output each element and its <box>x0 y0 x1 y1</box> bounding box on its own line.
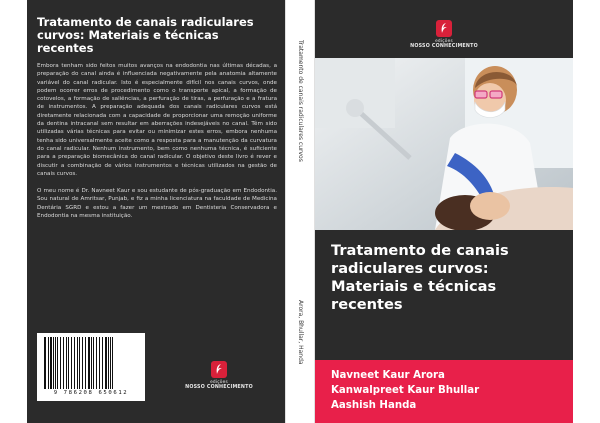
barcode-bar <box>50 337 52 389</box>
barcode-bar <box>44 337 46 389</box>
author-name: Kanwalpreet Kaur Bhullar <box>331 385 480 396</box>
barcode-bar <box>71 337 72 389</box>
barcode-bar <box>63 337 64 389</box>
back-cover-blurb <box>37 62 277 220</box>
barcode-bar <box>91 337 92 389</box>
back-cover <box>27 0 285 423</box>
cover-photo-dentist <box>315 58 573 230</box>
spine-authors: Arora, Bhullar, Handa <box>297 300 304 365</box>
authors-band <box>315 360 573 423</box>
barcode-bar <box>77 337 78 389</box>
author-bio-paragraph: O meu nome é Dr. Navneet Kaur e sou estudante de pós-graduação em Endodontia. Sou natural de Amritsar, Punjab, e fiz a minha licenciatura na faculdade de Medicina Dentária SGRD e estou a fazer um mestrado em Dentisteria Conservadora e Endodontia na mesma instituição. <box>37 188 277 220</box>
barcode-bar <box>110 337 111 389</box>
barcode-bar <box>60 337 61 389</box>
barcode-bar <box>102 337 103 389</box>
publisher-mark-icon <box>211 361 227 378</box>
publisher-line2: NOSSO CONHECIMENTO <box>185 385 253 390</box>
front-cover-title: Tratamento de canais radiculares curvos: Materiais e técnicas recentes <box>331 242 509 313</box>
front-cover <box>315 0 573 423</box>
barcode-bar <box>66 337 67 389</box>
barcode-bar <box>53 337 54 389</box>
publisher-mark-icon <box>436 20 452 37</box>
barcode-bars <box>42 337 140 389</box>
publisher-logo-front <box>409 20 479 49</box>
publisher-line1: edições <box>435 39 453 44</box>
barcode-bar <box>74 337 75 389</box>
publisher-line1: edições <box>210 380 228 385</box>
barcode-bar <box>105 337 107 389</box>
book-spine <box>285 0 315 423</box>
isbn-number: 9 786208 650612 <box>53 390 129 396</box>
barcode-bar <box>96 337 97 389</box>
barcode-bar <box>108 337 109 389</box>
blurb-paragraph: Embora tenham sido feitos muitos avanços na endodontia nas últimas décadas, a preparação do canal ainda é influenciada negativamente pela anatomia altamente variável do canal radicular. Isto é especialmente difícil nos canais curvos, onde podem ocorrer erros de procedimento como o transporte apical, a formação de cotovelos, a formação de saliências, a perfuração de tiras, a perfuração e a fratura de instrumentos. A preparação adequada dos canais radiculares curvos está diretamente relacionada com a capacidade de proporcionar uma remoção uniforme da dentina intracanal sem resultar em aberrações indesejáveis no canal. Têm sido utilizadas várias técnicas para evitar ou minimizar estes erros, embora nenhuma tenha sido universalmente aceite como a resposta para a manutenção da curvatura do canal radicular. Nenhum instrumento, bem como nenhuma técnica, é suficiente para a preparação biomecânica do canal radicular. O objetivo deste livro é rever e discutir a combinação de vários instrumentos e técnicas utilizados na gestão de canais curvos. <box>37 63 277 177</box>
barcode-bar <box>99 337 100 389</box>
publisher-line2: NOSSO CONHECIMENTO <box>410 44 478 49</box>
dentist-illustration <box>315 58 573 230</box>
isbn-barcode <box>37 333 145 401</box>
publisher-logo-back <box>184 361 254 390</box>
barcode-bar <box>88 337 90 389</box>
barcode-bar <box>85 337 86 389</box>
barcode-bar <box>68 337 69 389</box>
barcode-bar <box>48 337 49 389</box>
author-name: Aashish Handa <box>331 400 417 411</box>
barcode-bar <box>82 337 83 389</box>
barcode-bar <box>93 337 94 389</box>
barcode-bar <box>79 337 80 389</box>
barcode-bar <box>55 337 56 389</box>
back-cover-title: Tratamento de canais radiculares curvos: Materiais e técnicas recentes <box>37 15 254 55</box>
book-cover-spread <box>27 0 573 423</box>
barcode-bar <box>57 337 58 389</box>
barcode-bar <box>112 337 113 389</box>
author-name: Navneet Kaur Arora <box>331 370 445 381</box>
spine-title: Tratamento de canais radiculares curvos <box>297 40 304 162</box>
